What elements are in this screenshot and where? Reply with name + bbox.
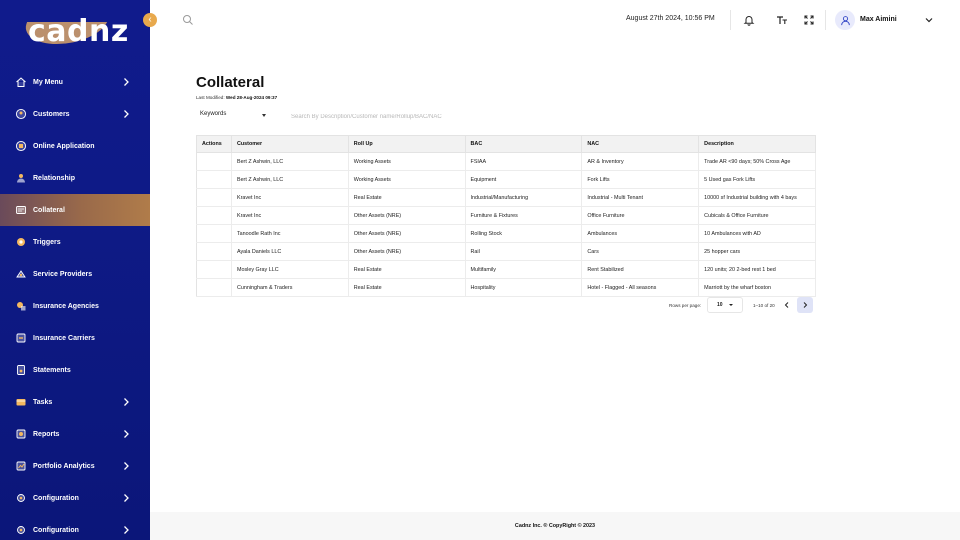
sidebar-item-insurance-carriers[interactable]: [0, 322, 150, 354]
chevron-right-icon: [120, 460, 132, 472]
sidebar-item-relationship[interactable]: [0, 162, 150, 194]
cell-actions[interactable]: [197, 243, 232, 261]
chevron-right-icon: [120, 428, 132, 440]
previous-page-button[interactable]: [780, 298, 794, 312]
divider: [730, 10, 731, 30]
configuration-icon: [15, 524, 27, 536]
cell-description: Trade AR <90 days; 50% Cross Age: [699, 153, 816, 171]
rows-per-page-value: 10: [717, 302, 723, 308]
chevron-right-icon: [120, 108, 132, 120]
datetime: August 27th 2024, 10:56 PM: [626, 15, 715, 22]
sidebar-nav: [0, 66, 150, 540]
sidebar-item-tasks[interactable]: [0, 386, 150, 418]
collateral-table: [196, 135, 816, 297]
sidebar-item-label: Relationship: [33, 174, 76, 182]
fullscreen-icon[interactable]: [803, 14, 815, 26]
sidebar-item-label: Tasks: [33, 398, 53, 406]
cell-actions[interactable]: [197, 189, 232, 207]
sidebar-item-triggers[interactable]: [0, 226, 150, 258]
table-header-row: [197, 136, 816, 153]
user-name[interactable]: Max Aimini: [860, 16, 897, 23]
cell-actions[interactable]: [197, 279, 232, 297]
collateral-icon: [15, 204, 27, 216]
customers-icon: [15, 108, 27, 120]
column-header-roll-up[interactable]: Roll Up: [348, 136, 465, 153]
sidebar-item-label: Collateral: [33, 206, 65, 214]
cell-nac: Ambulances: [582, 225, 699, 243]
table-row[interactable]: [197, 243, 816, 261]
cell-bac: Rolling Stock: [465, 225, 582, 243]
chevron-left-icon: [783, 301, 791, 309]
cell-description: 120 units; 20 2-bed rest 1 bed: [699, 261, 816, 279]
cell-roll-up: Other Assets (NRE): [348, 225, 465, 243]
cell-bac: Rail: [465, 243, 582, 261]
avatar[interactable]: [835, 10, 855, 30]
column-header-bac[interactable]: BAC: [465, 136, 582, 153]
cell-customer: Cunningham & Traders: [231, 279, 348, 297]
footer: Cadnz Inc. ® CopyRight © 2023: [150, 512, 960, 540]
sidebar-item-online-application[interactable]: [0, 130, 150, 162]
column-header-nac[interactable]: NAC: [582, 136, 699, 153]
collapse-sidebar-button[interactable]: ‹: [143, 13, 157, 27]
cell-roll-up: Real Estate: [348, 261, 465, 279]
table-row[interactable]: [197, 153, 816, 171]
cell-description: Marriott by the wharf boston: [699, 279, 816, 297]
sidebar-item-label: Reports: [33, 430, 60, 438]
user-icon: [840, 15, 851, 26]
cell-nac: Industrial - Multi Tenant: [582, 189, 699, 207]
configuration-icon: [15, 492, 27, 504]
cell-description: Cubicals & Office Furniture: [699, 207, 816, 225]
chevron-right-icon: [120, 396, 132, 408]
last-modified: [196, 95, 277, 100]
cell-bac: Multifamily: [465, 261, 582, 279]
cell-bac: Industrial/Manufacturing: [465, 189, 582, 207]
cell-customer: Mosley Gray LLC: [231, 261, 348, 279]
keyword-select[interactable]: [200, 111, 266, 123]
column-header-customer[interactable]: Customer: [231, 136, 348, 153]
table-row[interactable]: [197, 189, 816, 207]
pagination-range: 1–10 of 20: [753, 303, 775, 308]
cell-description: 10 Ambulances with AD: [699, 225, 816, 243]
sidebar-item-collateral[interactable]: [0, 194, 150, 226]
text-size-icon[interactable]: [776, 14, 788, 26]
cell-customer: Bert Z Ashwin, LLC: [231, 171, 348, 189]
sidebar-item-portfolio-analytics[interactable]: [0, 450, 150, 482]
insurance-agencies-icon: [15, 300, 27, 312]
cell-customer: Bert Z Ashwin, LLC: [231, 153, 348, 171]
cell-bac: Hospitality: [465, 279, 582, 297]
last-modified-value: Wed 28-Aug-2024 09:37: [225, 95, 278, 100]
cell-nac: Fork Lifts: [582, 171, 699, 189]
cell-bac: FSIAA: [465, 153, 582, 171]
cell-roll-up: Real Estate: [348, 189, 465, 207]
sidebar: [0, 0, 150, 540]
cell-roll-up: Other Assets (NRE): [348, 243, 465, 261]
next-page-button[interactable]: [797, 297, 813, 313]
chevron-right-icon: [120, 76, 132, 88]
sidebar-item-service-providers[interactable]: [0, 258, 150, 290]
logo-text: cadnz: [28, 14, 129, 49]
search-input[interactable]: [291, 111, 591, 123]
table-row[interactable]: [197, 225, 816, 243]
rows-per-page-select[interactable]: [707, 297, 743, 313]
cell-description: 10000 sf Industrial building with 4 bays: [699, 189, 816, 207]
sidebar-item-label: Triggers: [33, 238, 61, 246]
sidebar-item-label: Configuration: [33, 494, 79, 502]
cell-customer: Tanoodle Rath Inc: [231, 225, 348, 243]
sidebar-item-label: My Menu: [33, 78, 63, 86]
page-title: Collateral: [196, 74, 265, 91]
search-icon[interactable]: [182, 14, 194, 26]
cell-actions[interactable]: [197, 153, 232, 171]
triggers-icon: [15, 236, 27, 248]
cell-roll-up: Working Assets: [348, 153, 465, 171]
cell-description: 25 hopper cars: [699, 243, 816, 261]
column-header-actions[interactable]: Actions: [197, 136, 232, 153]
cell-actions[interactable]: [197, 261, 232, 279]
chevron-right-icon: [120, 524, 132, 536]
tasks-icon: [15, 396, 27, 408]
column-header-description[interactable]: Description: [699, 136, 816, 153]
table-row[interactable]: [197, 279, 816, 297]
cell-customer: Kravet Inc: [231, 189, 348, 207]
caret-down-icon: [729, 304, 733, 306]
cell-roll-up: Working Assets: [348, 171, 465, 189]
portfolio-analytics-icon: [15, 460, 27, 472]
cell-customer: Ayala Daniels LLC: [231, 243, 348, 261]
cell-nac: Hotel - Flagged - All seasons: [582, 279, 699, 297]
sidebar-item-label: Configuration: [33, 526, 79, 534]
sidebar-item-configuration[interactable]: [0, 514, 150, 540]
insurance-carriers-icon: [15, 332, 27, 344]
last-modified-label: Last Modified:: [196, 95, 225, 100]
sidebar-item-label: Statements: [33, 366, 71, 374]
chevron-down-icon[interactable]: [923, 14, 935, 26]
cell-nac: Office Furniture: [582, 207, 699, 225]
chevron-right-icon: [120, 492, 132, 504]
chevron-right-icon: [801, 301, 809, 309]
sidebar-item-insurance-agencies[interactable]: [0, 290, 150, 322]
table-row[interactable]: [197, 261, 816, 279]
sidebar-item-label: Customers: [33, 110, 70, 118]
sidebar-item-customers[interactable]: [0, 98, 150, 130]
sidebar-item-label: Service Providers: [33, 270, 93, 278]
brand-logo[interactable]: [0, 0, 150, 62]
sidebar-item-label: Insurance Carriers: [33, 334, 95, 342]
online-application-icon: [15, 140, 27, 152]
main-content: [150, 40, 960, 512]
cell-actions[interactable]: [197, 225, 232, 243]
statements-icon: [15, 364, 27, 376]
home-icon: [15, 76, 27, 88]
sidebar-item-label: Insurance Agencies: [33, 302, 99, 310]
relationship-icon: [15, 172, 27, 184]
sidebar-item-label: Online Application: [33, 142, 95, 150]
cell-bac: Furniture & Fixtures: [465, 207, 582, 225]
cell-roll-up: Other Assets (NRE): [348, 207, 465, 225]
cell-bac: Equipment: [465, 171, 582, 189]
sidebar-item-my-menu[interactable]: [0, 66, 150, 98]
cell-description: 5 Used gas Fork Lifts: [699, 171, 816, 189]
service-providers-icon: [15, 268, 27, 280]
cell-nac: Rent Stabilized: [582, 261, 699, 279]
table-row[interactable]: [197, 171, 816, 189]
cell-actions[interactable]: [197, 171, 232, 189]
sidebar-item-label: Portfolio Analytics: [33, 462, 95, 470]
sidebar-item-statements[interactable]: [0, 354, 150, 386]
cell-nac: Cars: [582, 243, 699, 261]
cell-roll-up: Real Estate: [348, 279, 465, 297]
sidebar-item-reports[interactable]: [0, 418, 150, 450]
cell-actions[interactable]: [197, 207, 232, 225]
cell-nac: AR & Inventory: [582, 153, 699, 171]
notification-bell-icon[interactable]: [743, 14, 755, 26]
sidebar-item-configuration[interactable]: [0, 482, 150, 514]
cell-customer: Kravet Inc: [231, 207, 348, 225]
keyword-select-value: Keywords: [200, 111, 227, 117]
reports-icon: [15, 428, 27, 440]
table-row[interactable]: [197, 207, 816, 225]
rows-per-page-label: Rows per page:: [669, 303, 702, 308]
caret-down-icon: [262, 114, 266, 117]
top-bar: [150, 0, 960, 40]
divider: [825, 10, 826, 30]
